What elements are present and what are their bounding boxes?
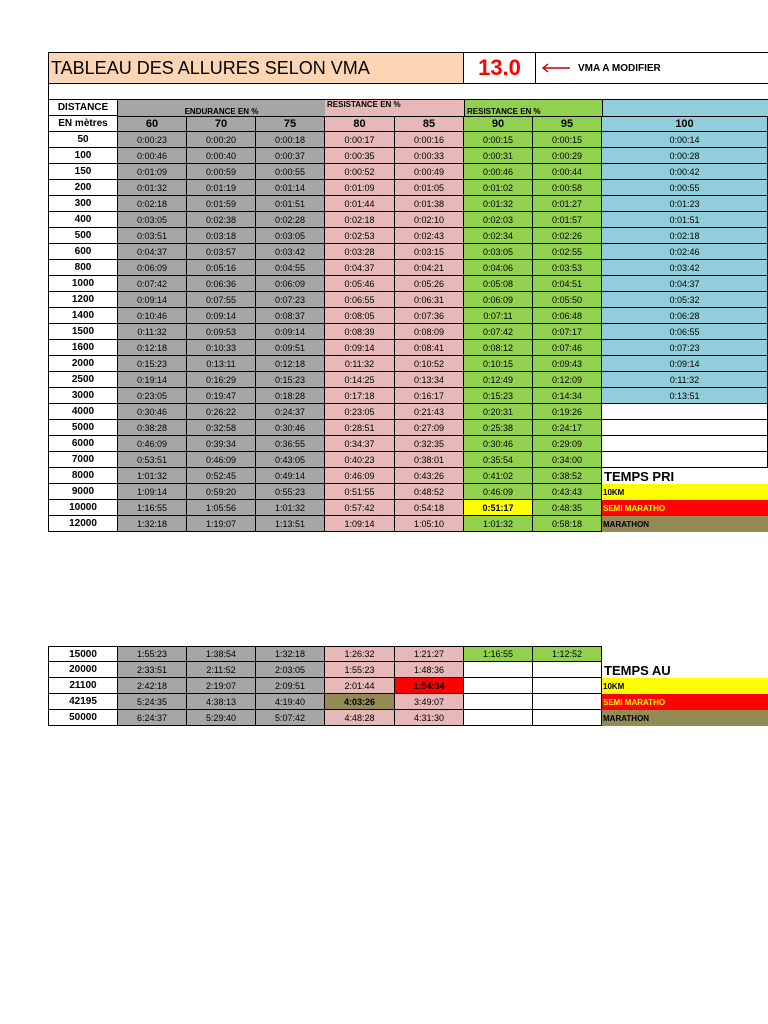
- pace-cell: 5:29:40: [187, 710, 256, 726]
- pace-cell: 0:17:18: [325, 388, 395, 404]
- pace-cell: 0:20:31: [464, 404, 533, 420]
- pace-cell: 2:11:52: [187, 662, 256, 678]
- pace-cell: 5:07:42: [256, 710, 325, 726]
- percent-header: 100: [602, 116, 768, 132]
- distance-cell: 300: [48, 196, 118, 212]
- pace-cell: 0:00:58: [533, 180, 602, 196]
- pace-cell: 0:06:09: [464, 292, 533, 308]
- pace-cell: 0:15:23: [464, 388, 533, 404]
- pace-cell: 0:02:18: [118, 196, 187, 212]
- pace-cell: [464, 694, 533, 710]
- pace-cell: 1:21:27: [395, 646, 464, 662]
- distance-unit-header: EN mètres: [48, 116, 118, 132]
- distance-cell: 2000: [48, 356, 118, 372]
- pace-cell: 0:00:28: [602, 148, 768, 164]
- pace-cell: 0:28:51: [325, 420, 395, 436]
- pace-cell: 1:13:51: [256, 516, 325, 532]
- pace-cell: 0:43:43: [533, 484, 602, 500]
- section-resistance-1: RESISTANCE EN %: [325, 100, 464, 116]
- pace-cell: 0:00:44: [533, 164, 602, 180]
- pace-cell: 0:01:23: [602, 196, 768, 212]
- distance-cell: 4000: [48, 404, 118, 420]
- distance-cell: 8000: [48, 468, 118, 484]
- pace-cell: 1:05:10: [395, 516, 464, 532]
- distance-cell: 1600: [48, 340, 118, 356]
- pace-cell: 0:05:08: [464, 276, 533, 292]
- pace-cell: 0:54:18: [395, 500, 464, 516]
- pace-cell: 0:07:55: [187, 292, 256, 308]
- pace-cell: 0:23:05: [325, 404, 395, 420]
- distance-cell: 500: [48, 228, 118, 244]
- pace-cell: 0:00:49: [395, 164, 464, 180]
- pace-cell: 0:00:55: [602, 180, 768, 196]
- page-title: TABLEAU DES ALLURES SELON VMA: [48, 52, 464, 84]
- pace-cell: 1:16:55: [118, 500, 187, 516]
- pace-cell: 0:16:17: [395, 388, 464, 404]
- pace-cell: 0:09:43: [533, 356, 602, 372]
- pace-cell: 0:41:02: [464, 468, 533, 484]
- pace-cell: 0:01:44: [325, 196, 395, 212]
- pace-cell: 0:39:34: [187, 436, 256, 452]
- pace-cell: 0:01:19: [187, 180, 256, 196]
- pace-cell: 0:00:37: [256, 148, 325, 164]
- pace-cell: 0:53:51: [118, 452, 187, 468]
- pace-cell: [533, 694, 602, 710]
- pace-cell: 0:02:38: [187, 212, 256, 228]
- section-resistance-2: RESISTANCE EN %: [464, 100, 602, 116]
- pace-cell: 1:09:14: [118, 484, 187, 500]
- pace-cell: 1:09:14: [325, 516, 395, 532]
- pace-cell: 0:40:23: [325, 452, 395, 468]
- pace-cell: 0:00:14: [602, 132, 768, 148]
- distance-cell: 1200: [48, 292, 118, 308]
- pace-cell: 0:38:01: [395, 452, 464, 468]
- vma-input-cell[interactable]: 13.0: [464, 52, 536, 84]
- pace-cell: 0:10:46: [118, 308, 187, 324]
- pace-cell: 0:15:23: [118, 356, 187, 372]
- left-arrow-icon: [540, 63, 570, 73]
- pace-cell: 0:06:55: [602, 324, 768, 340]
- pace-cell: 0:08:12: [464, 340, 533, 356]
- pace-cell: 1:01:32: [256, 500, 325, 516]
- pace-cell: 0:06:55: [325, 292, 395, 308]
- pace-cell: 0:01:14: [256, 180, 325, 196]
- pace-cell: 0:11:32: [602, 372, 768, 388]
- pace-cell: 0:13:11: [187, 356, 256, 372]
- section-vma-100: [602, 100, 768, 116]
- pace-cell: [533, 678, 602, 694]
- pace-cell: [602, 436, 768, 452]
- pace-cell: 0:30:46: [256, 420, 325, 436]
- pace-cell: 0:03:57: [187, 244, 256, 260]
- distance-cell: 3000: [48, 388, 118, 404]
- pace-cell: 0:36:55: [256, 436, 325, 452]
- pace-cell: 0:09:14: [325, 340, 395, 356]
- pace-cell: 0:32:35: [395, 436, 464, 452]
- pace-cell: 0:58:18: [533, 516, 602, 532]
- pace-cell: 0:57:42: [325, 500, 395, 516]
- distance-cell: 800: [48, 260, 118, 276]
- pace-cell: 0:19:47: [187, 388, 256, 404]
- pace-cell: 0:18:28: [256, 388, 325, 404]
- pace-cell: 1:55:23: [325, 662, 395, 678]
- pace-cell: 4:48:28: [325, 710, 395, 726]
- pace-cell: 0:48:35: [533, 500, 602, 516]
- pace-cell: 0:00:18: [256, 132, 325, 148]
- pace-cell: 0:00:29: [533, 148, 602, 164]
- pace-cell: 0:00:31: [464, 148, 533, 164]
- percent-header: 70: [187, 116, 256, 132]
- pace-cell: 0:14:25: [325, 372, 395, 388]
- pace-cell: 0:06:48: [533, 308, 602, 324]
- pace-cell: 0:25:38: [464, 420, 533, 436]
- pace-cell: 5:24:35: [118, 694, 187, 710]
- pace-cell: 0:10:52: [395, 356, 464, 372]
- pace-cell: 6:24:37: [118, 710, 187, 726]
- pace-cell: 1:05:56: [187, 500, 256, 516]
- pace-cell: 0:59:20: [187, 484, 256, 500]
- pace-cell: 0:07:17: [533, 324, 602, 340]
- pace-cell: 0:03:51: [118, 228, 187, 244]
- pace-cell: 0:02:18: [602, 228, 768, 244]
- distance-cell: 1400: [48, 308, 118, 324]
- time-box-10km: 10KM: [602, 678, 768, 694]
- pace-cell: 0:05:32: [602, 292, 768, 308]
- pace-cell: 0:07:11: [464, 308, 533, 324]
- pace-cell: 0:07:42: [118, 276, 187, 292]
- percent-header: 60: [118, 116, 187, 132]
- pace-cell: 0:00:33: [395, 148, 464, 164]
- pace-cell: 0:46:09: [325, 468, 395, 484]
- pace-cell: 0:08:39: [325, 324, 395, 340]
- pace-table-sheet-long: [48, 646, 768, 726]
- pace-cell: 0:49:14: [256, 468, 325, 484]
- pace-cell: 0:08:41: [395, 340, 464, 356]
- pace-cell: 0:23:05: [118, 388, 187, 404]
- distance-cell: 5000: [48, 420, 118, 436]
- time-box-marathon: MARATHON: [602, 710, 768, 726]
- pace-cell: 0:07:36: [395, 308, 464, 324]
- pace-cell: 2:19:07: [187, 678, 256, 694]
- pace-cell: 0:03:05: [464, 244, 533, 260]
- pace-cell: 0:04:37: [325, 260, 395, 276]
- pace-cell: 0:00:55: [256, 164, 325, 180]
- distance-cell: 12000: [48, 516, 118, 532]
- pace-cell: [464, 662, 533, 678]
- pace-cell: 0:51:55: [325, 484, 395, 500]
- pace-cell: 1:12:52: [533, 646, 602, 662]
- pace-cell: 0:06:28: [602, 308, 768, 324]
- distance-cell: 1500: [48, 324, 118, 340]
- percent-header: 80: [325, 116, 395, 132]
- pace-cell: 0:35:54: [464, 452, 533, 468]
- pace-cell: 0:08:37: [256, 308, 325, 324]
- pace-cell: 0:07:46: [533, 340, 602, 356]
- distance-cell: 7000: [48, 452, 118, 468]
- distance-cell: 15000: [48, 646, 118, 662]
- pace-cell: 0:27:09: [395, 420, 464, 436]
- pace-cell: 0:29:09: [533, 436, 602, 452]
- prediction-semi-marathon: SEMI MARATHO: [602, 500, 768, 516]
- pace-cell: 0:21:43: [395, 404, 464, 420]
- pace-cell: 0:01:57: [533, 212, 602, 228]
- pace-cell: 4:31:30: [395, 710, 464, 726]
- pace-cell: 0:13:34: [395, 372, 464, 388]
- pace-cell: 1:54:34: [395, 678, 464, 694]
- prediction-title: TEMPS PRI: [602, 468, 768, 484]
- pace-cell: 0:01:51: [602, 212, 768, 228]
- pace-cell: 2:03:05: [256, 662, 325, 678]
- pace-cell: 1:01:32: [464, 516, 533, 532]
- pace-cell: 1:26:32: [325, 646, 395, 662]
- pace-cell: 4:19:40: [256, 694, 325, 710]
- pace-cell: 0:06:36: [187, 276, 256, 292]
- pace-cell: 1:01:32: [118, 468, 187, 484]
- distance-cell: 100: [48, 148, 118, 164]
- pace-cell: 2:01:44: [325, 678, 395, 694]
- pace-cell: 0:09:14: [256, 324, 325, 340]
- pace-cell: 2:33:51: [118, 662, 187, 678]
- pace-cell: 0:55:23: [256, 484, 325, 500]
- pace-cell: 0:05:26: [395, 276, 464, 292]
- pace-cell: [533, 710, 602, 726]
- pace-cell: 0:30:46: [464, 436, 533, 452]
- pace-cell: 0:00:20: [187, 132, 256, 148]
- pace-cell: [464, 710, 533, 726]
- pace-cell: 0:30:46: [118, 404, 187, 420]
- distance-cell: 21100: [48, 678, 118, 694]
- distance-cell: 20000: [48, 662, 118, 678]
- pace-cell: 4:38:13: [187, 694, 256, 710]
- pace-cell: 0:01:38: [395, 196, 464, 212]
- pace-cell: 0:24:17: [533, 420, 602, 436]
- pace-cell: 1:38:54: [187, 646, 256, 662]
- prediction-10km: 10KM: [602, 484, 768, 500]
- pace-cell: 0:02:28: [256, 212, 325, 228]
- pace-cell: 4:03:26: [325, 694, 395, 710]
- pace-cell: 1:48:36: [395, 662, 464, 678]
- pace-cell: 0:01:02: [464, 180, 533, 196]
- pace-cell: 0:38:52: [533, 468, 602, 484]
- pace-cell: 0:01:27: [533, 196, 602, 212]
- pace-cell: [602, 452, 768, 468]
- pace-cell: 0:11:32: [118, 324, 187, 340]
- pace-cell: 0:43:05: [256, 452, 325, 468]
- distance-cell: 600: [48, 244, 118, 260]
- pace-cell: 0:07:23: [602, 340, 768, 356]
- pace-cell: 0:02:46: [602, 244, 768, 260]
- pace-cell: [533, 662, 602, 678]
- percent-header: 85: [395, 116, 464, 132]
- pace-cell: 0:00:46: [464, 164, 533, 180]
- pace-cell: 1:16:55: [464, 646, 533, 662]
- vma-note-text: VMA A MODIFIER: [578, 62, 661, 74]
- time-box-semi-marathon: SEMI MARATHO: [602, 694, 768, 710]
- pace-cell: 0:06:09: [118, 260, 187, 276]
- distance-cell: 50: [48, 132, 118, 148]
- blank-row: [48, 84, 768, 100]
- pace-cell: 0:04:55: [256, 260, 325, 276]
- pace-cell: 1:55:23: [118, 646, 187, 662]
- pace-cell: 0:10:15: [464, 356, 533, 372]
- pace-cell: 0:10:33: [187, 340, 256, 356]
- pace-cell: 0:02:34: [464, 228, 533, 244]
- pace-cell: 0:46:09: [187, 452, 256, 468]
- pace-cell: 0:03:42: [602, 260, 768, 276]
- time-box-title: TEMPS AU: [602, 662, 768, 678]
- pace-cell: 0:12:49: [464, 372, 533, 388]
- pace-cell: 0:00:35: [325, 148, 395, 164]
- pace-cell: 0:48:52: [395, 484, 464, 500]
- pace-cell: 0:19:26: [533, 404, 602, 420]
- pace-cell: 0:09:53: [187, 324, 256, 340]
- pace-cell: 0:09:14: [187, 308, 256, 324]
- pace-cell: 0:24:37: [256, 404, 325, 420]
- distance-cell: 2500: [48, 372, 118, 388]
- pace-cell: [602, 404, 768, 420]
- pace-cell: 0:15:23: [256, 372, 325, 388]
- pace-cell: 0:00:15: [464, 132, 533, 148]
- pace-cell: 0:32:58: [187, 420, 256, 436]
- pace-cell: 0:01:05: [395, 180, 464, 196]
- pace-cell: 0:01:09: [118, 164, 187, 180]
- pace-cell: 0:43:26: [395, 468, 464, 484]
- pace-cell: 0:05:46: [325, 276, 395, 292]
- pace-cell: 0:03:05: [118, 212, 187, 228]
- pace-cell: 0:04:37: [602, 276, 768, 292]
- distance-cell: 150: [48, 164, 118, 180]
- pace-cell: 0:00:16: [395, 132, 464, 148]
- pace-cell: 0:00:42: [602, 164, 768, 180]
- pace-cell: 0:38:28: [118, 420, 187, 436]
- pace-cell: 0:51:17: [464, 500, 533, 516]
- pace-cell: 3:49:07: [395, 694, 464, 710]
- pace-cell: 0:01:09: [325, 180, 395, 196]
- pace-cell: 0:07:23: [256, 292, 325, 308]
- pace-cell: 0:05:16: [187, 260, 256, 276]
- pace-cell: 0:02:10: [395, 212, 464, 228]
- distance-cell: 50000: [48, 710, 118, 726]
- pace-cell: 0:01:32: [464, 196, 533, 212]
- prediction-marathon: MARATHON: [602, 516, 768, 532]
- pace-cell: 0:02:03: [464, 212, 533, 228]
- pace-cell: [602, 420, 768, 436]
- pace-cell: 0:00:23: [118, 132, 187, 148]
- pace-cell: 0:26:22: [187, 404, 256, 420]
- pace-cell: 0:03:15: [395, 244, 464, 260]
- pace-cell: 0:52:45: [187, 468, 256, 484]
- pace-cell: 0:08:05: [325, 308, 395, 324]
- pace-cell: 0:00:46: [118, 148, 187, 164]
- pace-cell: 0:00:17: [325, 132, 395, 148]
- vma-note: [536, 52, 768, 84]
- pace-table-sheet: [48, 52, 768, 532]
- pace-cell: 0:46:09: [118, 436, 187, 452]
- pace-cell: 0:01:59: [187, 196, 256, 212]
- pace-cell: 0:04:37: [118, 244, 187, 260]
- pace-cell: 0:12:18: [118, 340, 187, 356]
- pace-cell: 0:05:50: [533, 292, 602, 308]
- pace-cell: [464, 678, 533, 694]
- pace-cell: 0:03:53: [533, 260, 602, 276]
- pace-cell: 1:19:07: [187, 516, 256, 532]
- pace-cell: 0:13:51: [602, 388, 768, 404]
- pace-cell: 1:32:18: [118, 516, 187, 532]
- pace-cell: 0:14:34: [533, 388, 602, 404]
- pace-cell: 0:12:09: [533, 372, 602, 388]
- box-blank: [602, 646, 768, 662]
- pace-cell: 0:04:51: [533, 276, 602, 292]
- distance-cell: 9000: [48, 484, 118, 500]
- pace-cell: 0:02:55: [533, 244, 602, 260]
- pace-cell: 0:02:43: [395, 228, 464, 244]
- pace-cell: 0:06:31: [395, 292, 464, 308]
- pace-cell: 0:09:14: [602, 356, 768, 372]
- pace-cell: 0:03:18: [187, 228, 256, 244]
- pace-cell: 0:07:42: [464, 324, 533, 340]
- pace-cell: 2:42:18: [118, 678, 187, 694]
- distance-cell: 400: [48, 212, 118, 228]
- pace-cell: 0:00:59: [187, 164, 256, 180]
- pace-cell: 0:00:52: [325, 164, 395, 180]
- pace-cell: 0:04:06: [464, 260, 533, 276]
- pace-cell: 0:02:18: [325, 212, 395, 228]
- distance-cell: 10000: [48, 500, 118, 516]
- pace-cell: 0:00:40: [187, 148, 256, 164]
- distance-cell: 6000: [48, 436, 118, 452]
- pace-cell: 1:32:18: [256, 646, 325, 662]
- pace-cell: 0:46:09: [464, 484, 533, 500]
- pace-cell: 0:03:42: [256, 244, 325, 260]
- pace-cell: 0:19:14: [118, 372, 187, 388]
- pace-cell: 2:09:51: [256, 678, 325, 694]
- pace-cell: 0:09:51: [256, 340, 325, 356]
- pace-cell: 0:04:21: [395, 260, 464, 276]
- distance-cell: 200: [48, 180, 118, 196]
- pace-cell: 0:11:32: [325, 356, 395, 372]
- pace-cell: 0:34:00: [533, 452, 602, 468]
- pace-cell: 0:01:32: [118, 180, 187, 196]
- distance-cell: 1000: [48, 276, 118, 292]
- pace-cell: 0:06:09: [256, 276, 325, 292]
- pace-cell: 0:34:37: [325, 436, 395, 452]
- pace-cell: 0:02:53: [325, 228, 395, 244]
- pace-cell: 0:12:18: [256, 356, 325, 372]
- distance-cell: 42195: [48, 694, 118, 710]
- pace-cell: 0:16:29: [187, 372, 256, 388]
- pace-cell: 0:02:26: [533, 228, 602, 244]
- pace-cell: 0:08:09: [395, 324, 464, 340]
- pace-cell: 0:00:15: [533, 132, 602, 148]
- pace-cell: 0:03:28: [325, 244, 395, 260]
- percent-header: 95: [533, 116, 602, 132]
- percent-header: 75: [256, 116, 325, 132]
- distance-header: DISTANCE: [48, 100, 118, 116]
- pace-cell: 0:09:14: [118, 292, 187, 308]
- pace-cell: 0:01:51: [256, 196, 325, 212]
- pace-cell: 0:03:05: [256, 228, 325, 244]
- percent-header: 90: [464, 116, 533, 132]
- section-endurance: ENDURANCE EN %: [118, 100, 325, 116]
